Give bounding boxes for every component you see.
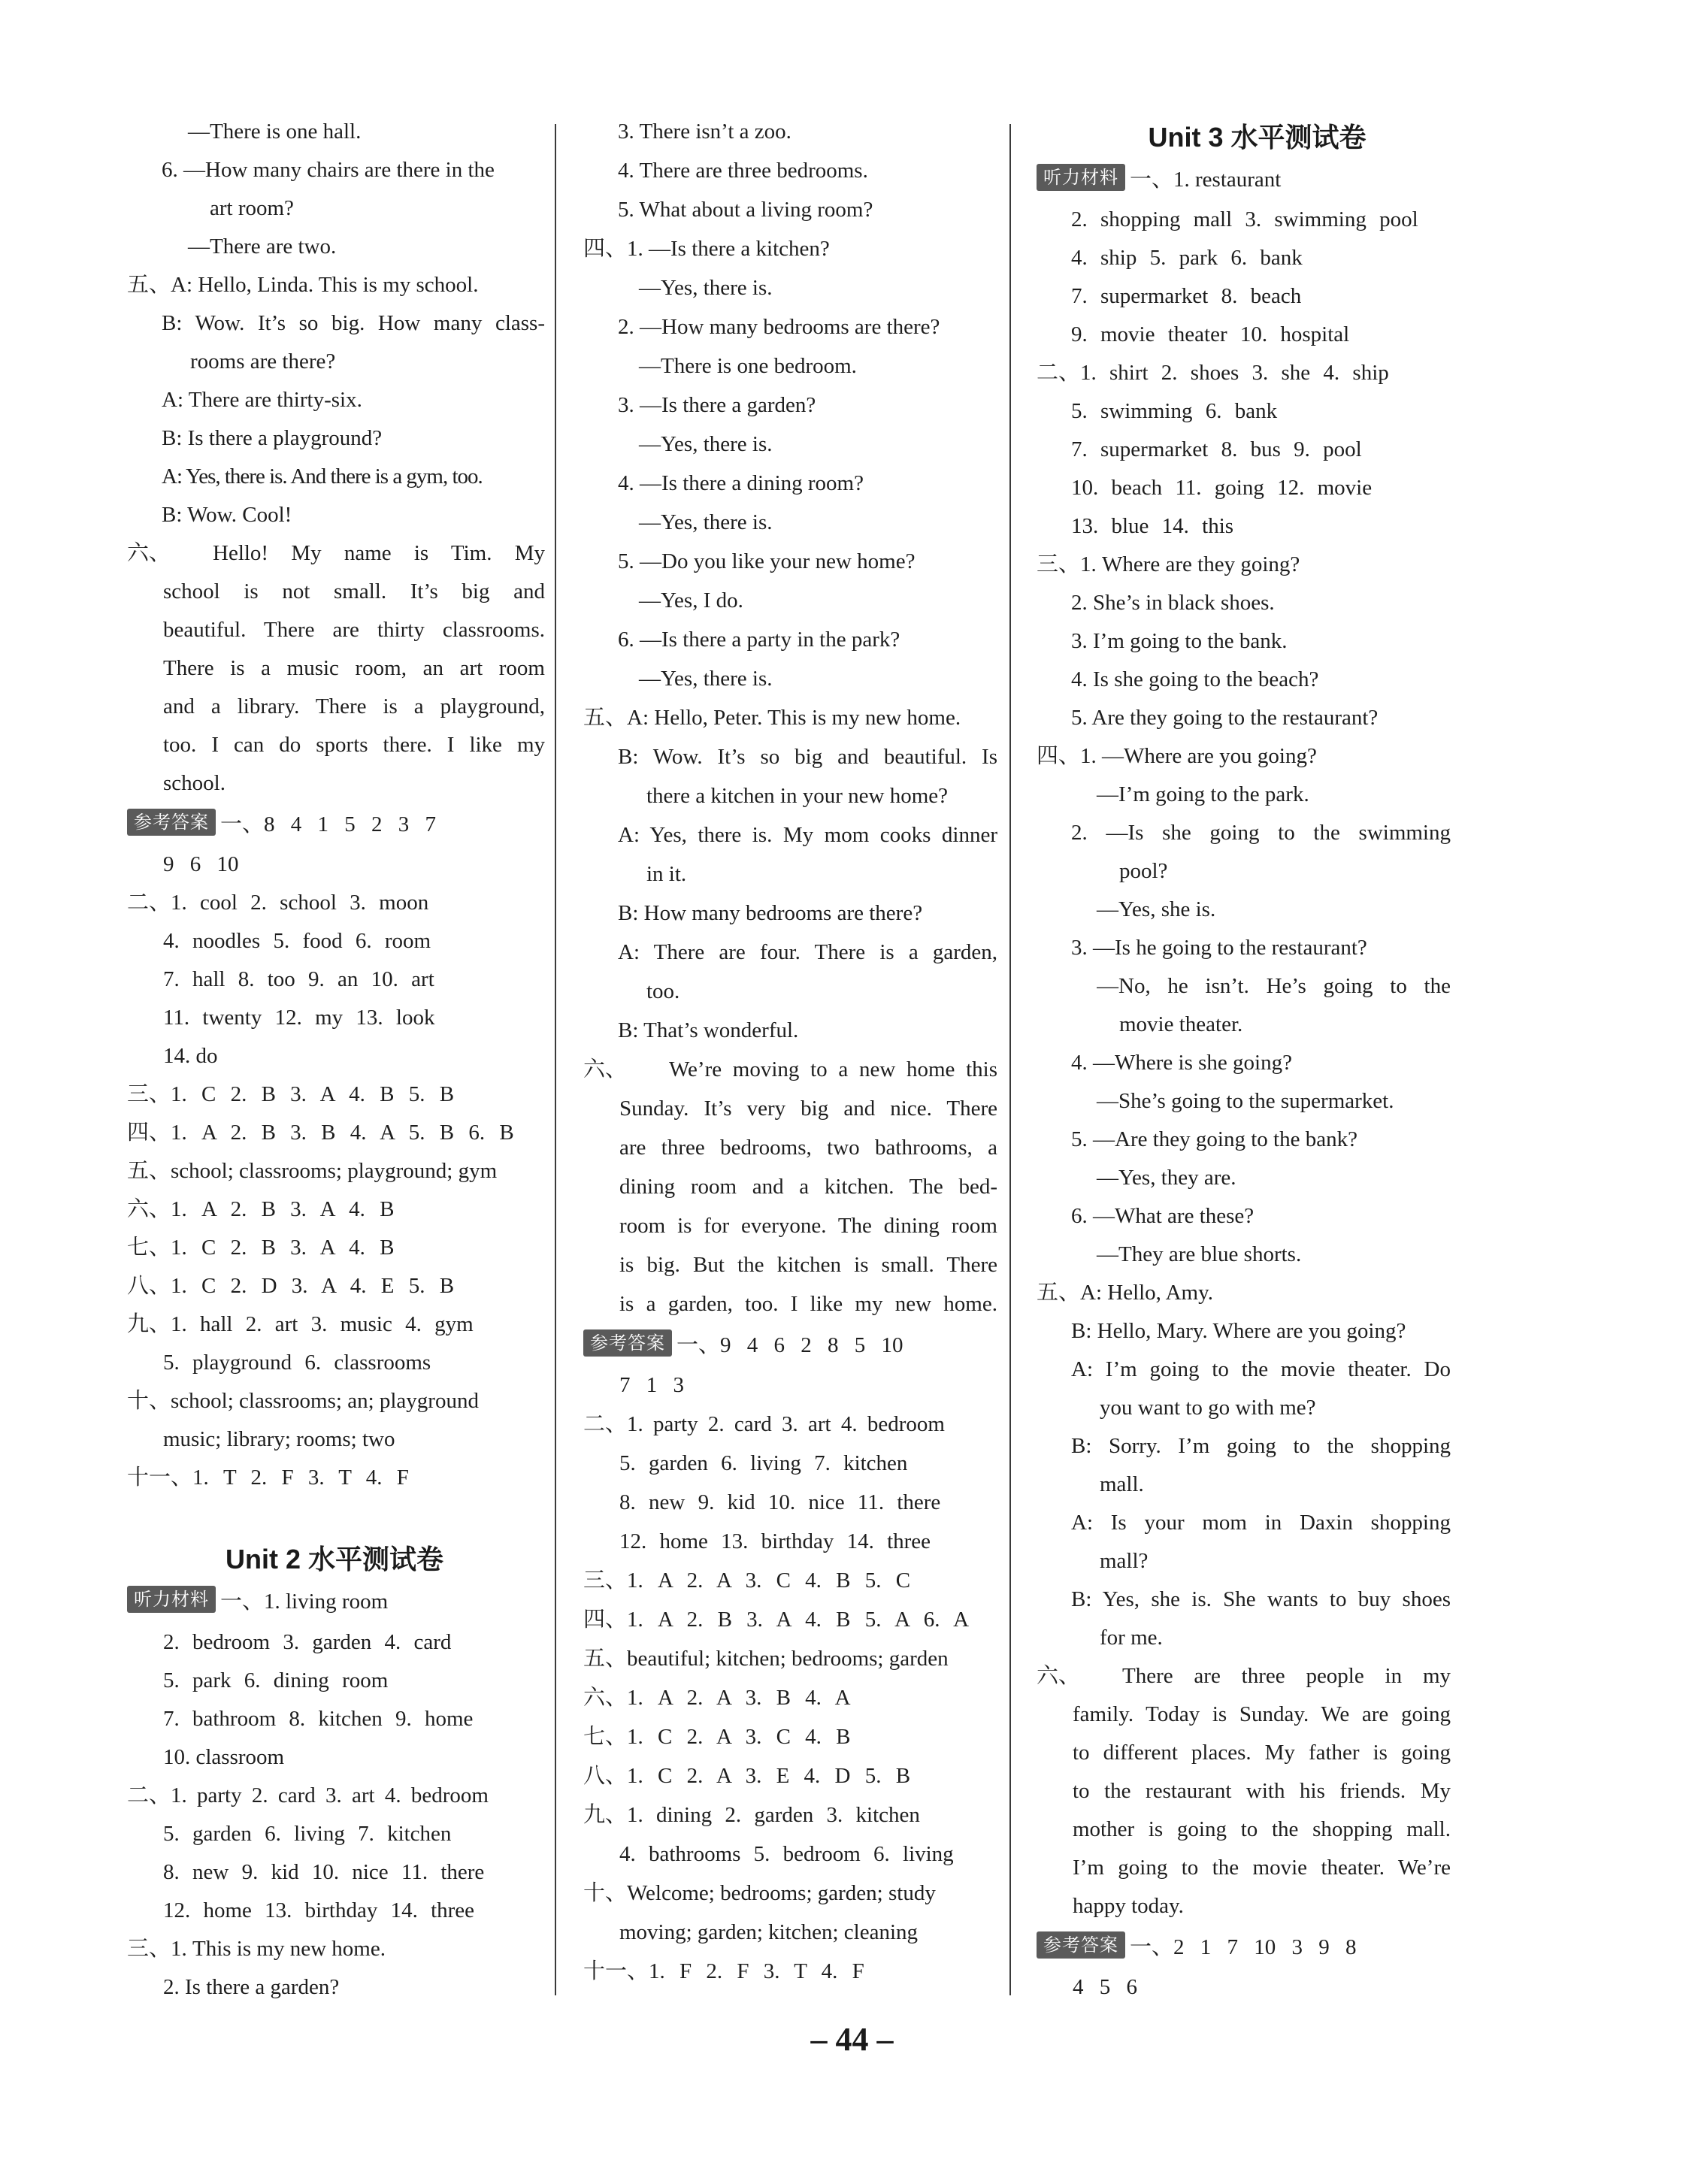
text-line: 12. home 13. birthday 14. three bbox=[619, 1529, 931, 1553]
text-line: A: Is your mom in Daxin shopping bbox=[1071, 1511, 1451, 1535]
passage-line: There is a music room, an art room bbox=[163, 656, 545, 680]
text-line: 5. —Are they going to the bank? bbox=[1071, 1127, 1357, 1151]
text-line: 2. —How many bedrooms are there? bbox=[618, 315, 940, 339]
text-line: 6. —Is there a party in the park? bbox=[618, 628, 900, 652]
passage-line: dining room and a kitchen. The bed- bbox=[619, 1175, 997, 1199]
text-line: pool? bbox=[1119, 859, 1168, 883]
text-line: —Yes, there is. bbox=[639, 510, 773, 534]
text-line: mall. bbox=[1100, 1472, 1144, 1496]
text-line: 2. bedroom 3. garden 4. card bbox=[163, 1630, 452, 1654]
listening-label: 听力材料 bbox=[1037, 164, 1125, 191]
text-line: —There is one bedroom. bbox=[639, 354, 857, 378]
section-six-marker: 六、 bbox=[1037, 1664, 1081, 1688]
passage-line: is a garden, too. I like my new home. bbox=[619, 1292, 997, 1316]
text-line: 5. —Do you like your new home? bbox=[618, 549, 916, 573]
text-line: 3. —Is he going to the restaurant? bbox=[1071, 936, 1367, 960]
text-line: 三、1. This is my new home. bbox=[127, 1937, 386, 1961]
passage-line: Hello! My name is Tim. My bbox=[213, 541, 545, 565]
text-line: 五、A: Hello, Linda. This is my school. bbox=[127, 273, 479, 297]
text-line: —Yes, there is. bbox=[639, 432, 773, 456]
passage-line: mother is going to the shopping mall. bbox=[1073, 1817, 1451, 1841]
text-line: A: Yes, there is. My mom cooks dinner bbox=[618, 823, 997, 847]
text-line: B: Wow. Cool! bbox=[162, 503, 292, 527]
passage-line: to different places. My father is going bbox=[1073, 1741, 1451, 1765]
answer-key-label: 参考答案 bbox=[583, 1329, 672, 1357]
text-line: there a kitchen in your new home? bbox=[646, 784, 949, 808]
text-line: 2. She’s in black shoes. bbox=[1071, 591, 1275, 615]
text-line: 4. There are three bedrooms. bbox=[618, 159, 868, 183]
text-line: 七、1. C 2. A 3. C 4. B bbox=[583, 1725, 851, 1749]
text-line: 3. There isn’t a zoo. bbox=[618, 119, 791, 144]
text-line: movie theater. bbox=[1119, 1012, 1243, 1036]
passage-line: I’m going to the movie theater. We’re bbox=[1073, 1856, 1451, 1880]
text-line: —I’m going to the park. bbox=[1097, 782, 1309, 806]
text-line: 5. garden 6. living 7. kitchen bbox=[619, 1451, 908, 1475]
text-line: in it. bbox=[646, 862, 687, 886]
passage-line: room is for everyone. The dining room bbox=[619, 1214, 997, 1238]
answer-key-line: 参考答案 一、2 1 7 10 3 9 8 bbox=[1037, 1928, 1451, 1967]
text-line: 五、school; classrooms; playground; gym bbox=[127, 1159, 498, 1183]
text-line: 三、1. A 2. A 3. C 4. B 5. C bbox=[583, 1568, 911, 1593]
text-line: 十、Welcome; bedrooms; garden; study bbox=[583, 1881, 936, 1905]
text-line: 三、1. Where are they going? bbox=[1037, 552, 1300, 576]
text-line: 六、1. A 2. B 3. A 4. B bbox=[127, 1197, 395, 1221]
text-line: B: Hello, Mary. Where are you going? bbox=[1071, 1319, 1406, 1343]
text-line: 4. ship 5. park 6. bank bbox=[1071, 246, 1303, 270]
text-line: A: There are thirty-six. bbox=[162, 388, 362, 412]
text-line: 四、1. A 2. B 3. A 4. B 5. A 6. A bbox=[583, 1608, 970, 1632]
text-line: 4. Is she going to the beach? bbox=[1071, 667, 1319, 691]
unit-2-title: Unit 2 水平测试卷 bbox=[225, 1544, 443, 1574]
passage-line: Sunday. It’s very big and nice. There bbox=[619, 1097, 997, 1121]
listening-line: 听力材料 一、1. restaurant bbox=[1037, 161, 1451, 199]
text-line: 五、A: Hello, Amy. bbox=[1037, 1281, 1213, 1305]
text-line: for me. bbox=[1100, 1626, 1163, 1650]
answer-key-line: 参考答案 一、8 4 1 5 2 3 7 bbox=[127, 806, 545, 844]
text-line: —She’s going to the supermarket. bbox=[1097, 1089, 1394, 1113]
text-line: 5. playground 6. classrooms bbox=[163, 1351, 431, 1375]
page-number: – 44 – bbox=[810, 2021, 894, 2058]
text-line: A: Yes, there is. And there is a gym, too. bbox=[162, 464, 483, 489]
answer-key-line: 参考答案 一、9 4 6 2 8 5 10 bbox=[583, 1326, 997, 1365]
passage-line: school. bbox=[163, 771, 225, 795]
text-line: B: How many bedrooms are there? bbox=[618, 901, 923, 925]
text-line: 四、1. A 2. B 3. B 4. A 5. B 6. B bbox=[127, 1121, 514, 1145]
column-divider-left bbox=[555, 124, 556, 1995]
text-line: 13. blue 14. this bbox=[1071, 514, 1234, 538]
text-line: 5. What about a living room? bbox=[618, 198, 873, 222]
text-line: 9. movie theater 10. hospital bbox=[1071, 322, 1350, 346]
text-line: you want to go with me? bbox=[1100, 1396, 1316, 1420]
passage-line: and a library. There is a playground, bbox=[163, 694, 545, 718]
passage-line: to the restaurant with his friends. My bbox=[1073, 1779, 1451, 1803]
text-line: 3. I’m going to the bank. bbox=[1071, 629, 1288, 653]
text-line: —There is one hall. bbox=[188, 119, 362, 144]
text-line: A: There are four. There is a garden, bbox=[618, 940, 997, 964]
text-line: —There are two. bbox=[188, 234, 337, 259]
text-line: 九、1. hall 2. art 3. music 4. gym bbox=[127, 1312, 474, 1336]
text-line: 五、A: Hello, Peter. This is my new home. bbox=[583, 706, 961, 730]
text-line: 八、1. C 2. A 3. E 4. D 5. B bbox=[583, 1764, 911, 1788]
text-line: 五、beautiful; kitchen; bedrooms; garden bbox=[583, 1647, 949, 1671]
text-line: 7. supermarket 8. bus 9. pool bbox=[1071, 437, 1362, 461]
text-line: B: Wow. It’s so big and beautiful. Is bbox=[618, 745, 997, 769]
text-line: 6. —How many chairs are there in the bbox=[162, 158, 495, 182]
text-line: 5. garden 6. living 7. kitchen bbox=[163, 1822, 452, 1846]
text-line: too. bbox=[646, 979, 680, 1003]
text-line: rooms are there? bbox=[190, 349, 336, 374]
text-line: moving; garden; kitchen; cleaning bbox=[619, 1920, 919, 1944]
passage-line: happy today. bbox=[1073, 1894, 1184, 1918]
text-line: 10. classroom bbox=[163, 1745, 285, 1769]
passage-line: We’re moving to a new home this bbox=[669, 1057, 997, 1081]
text-line: 2. —Is she going to the swimming bbox=[1071, 821, 1451, 845]
text-line: music; library; rooms; two bbox=[163, 1427, 395, 1451]
passage-line: too. I can do sports there. I like my bbox=[163, 733, 545, 757]
passage-line: are three bedrooms, two bathrooms, a bbox=[619, 1136, 997, 1160]
column-divider-right bbox=[1009, 124, 1011, 1995]
text-line: 7. supermarket 8. beach bbox=[1071, 284, 1302, 308]
text-line: B: Sorry. I’m going to the shopping bbox=[1071, 1434, 1451, 1458]
text-line: —Yes, I do. bbox=[639, 588, 743, 613]
section-six-marker: 六、 bbox=[583, 1057, 628, 1081]
text-line: 3. —Is there a garden? bbox=[618, 393, 816, 417]
text-line: —Yes, there is. bbox=[639, 276, 773, 300]
passage-line: school is not small. It’s big and bbox=[163, 579, 545, 603]
text-line: 六、1. A 2. A 3. B 4. A bbox=[583, 1686, 851, 1710]
text-line: 14. do bbox=[163, 1044, 218, 1068]
text-line: 二、1. party 2. card 3. art 4. bedroom bbox=[127, 1783, 489, 1807]
text-line: —Yes, they are. bbox=[1097, 1166, 1236, 1190]
text-line: 七、1. C 2. B 3. A 4. B bbox=[127, 1236, 395, 1260]
text-line: 四、1. —Is there a kitchen? bbox=[583, 237, 830, 261]
text-line: 十一、1. F 2. F 3. T 4. F bbox=[583, 1959, 864, 1983]
section-six-marker: 六、 bbox=[127, 541, 171, 565]
text-line: 2. Is there a garden? bbox=[163, 1975, 340, 1999]
text-line: B: Wow. It’s so big. How many class- bbox=[162, 311, 545, 335]
text-line: art room? bbox=[210, 196, 294, 220]
text-line: 十、school; classrooms; an; playground bbox=[127, 1389, 479, 1413]
text-line: 7. hall 8. too 9. an 10. art bbox=[163, 967, 434, 991]
text-line: 5. park 6. dining room bbox=[163, 1668, 389, 1692]
text-line: —Yes, she is. bbox=[1097, 897, 1216, 921]
text-line: 4. —Where is she going? bbox=[1071, 1051, 1292, 1075]
text-line: 十一、1. T 2. F 3. T 4. F bbox=[127, 1466, 409, 1490]
passage-line: beautiful. There are thirty classrooms. bbox=[163, 618, 545, 642]
text-line: 九、1. dining 2. garden 3. kitchen bbox=[583, 1803, 920, 1827]
text-line: B: Yes, she is. She wants to buy shoes bbox=[1071, 1587, 1451, 1611]
text-line: 7. bathroom 8. kitchen 9. home bbox=[163, 1707, 474, 1731]
text-line: 5. Are they going to the restaurant? bbox=[1071, 706, 1379, 730]
text-line: 7 1 3 bbox=[619, 1373, 684, 1397]
text-line: 八、1. C 2. D 3. A 4. E 5. B bbox=[127, 1274, 455, 1298]
text-line: 4. —Is there a dining room? bbox=[618, 471, 864, 495]
text-line: B: That’s wonderful. bbox=[618, 1018, 799, 1042]
text-line: 5. swimming 6. bank bbox=[1071, 399, 1278, 423]
text-line: 二、1. shirt 2. shoes 3. she 4. ship bbox=[1037, 361, 1389, 385]
text-line: 4 5 6 bbox=[1073, 1975, 1137, 1999]
text-line: 4. noodles 5. food 6. room bbox=[163, 929, 431, 953]
text-line: —They are blue shorts. bbox=[1097, 1242, 1302, 1266]
text-line: 三、1. C 2. B 3. A 4. B 5. B bbox=[127, 1082, 455, 1106]
text-line: 12. home 13. birthday 14. three bbox=[163, 1898, 475, 1922]
passage-line: is big. But the kitchen is small. There bbox=[619, 1253, 997, 1277]
answer-key-label: 参考答案 bbox=[127, 809, 216, 836]
unit-3-title: Unit 3 水平测试卷 bbox=[1148, 122, 1367, 153]
text-line: 10. beach 11. going 12. movie bbox=[1071, 476, 1373, 500]
listening-line: 听力材料 一、1. living room bbox=[127, 1583, 545, 1621]
text-line: 二、1. cool 2. school 3. moon bbox=[127, 891, 429, 915]
text-line: 6. —What are these? bbox=[1071, 1204, 1255, 1228]
passage-line: There are three people in my bbox=[1122, 1664, 1451, 1688]
text-line: 四、1. —Where are you going? bbox=[1037, 744, 1317, 768]
answer-key-label: 参考答案 bbox=[1037, 1931, 1125, 1959]
text-line: 4. bathrooms 5. bedroom 6. living bbox=[619, 1842, 954, 1866]
text-line: B: Is there a playground? bbox=[162, 426, 383, 450]
text-line: 11. twenty 12. my 13. look bbox=[163, 1006, 435, 1030]
text-line: 9 6 10 bbox=[163, 852, 239, 876]
text-line: 8. new 9. kid 10. nice 11. there bbox=[619, 1490, 941, 1514]
text-line: 2. shopping mall 3. swimming pool bbox=[1071, 207, 1418, 231]
text-line: mall? bbox=[1100, 1549, 1149, 1573]
text-line: A: I’m going to the movie theater. Do bbox=[1071, 1357, 1451, 1381]
text-line: 二、1. party 2. card 3. art 4. bedroom bbox=[583, 1412, 945, 1436]
passage-line: family. Today is Sunday. We are going bbox=[1073, 1702, 1451, 1726]
text-line: —No, he isn’t. He’s going to the bbox=[1097, 974, 1451, 998]
text-line: 8. new 9. kid 10. nice 11. there bbox=[163, 1860, 485, 1884]
listening-label: 听力材料 bbox=[127, 1586, 216, 1613]
text-line: —Yes, there is. bbox=[639, 667, 773, 691]
